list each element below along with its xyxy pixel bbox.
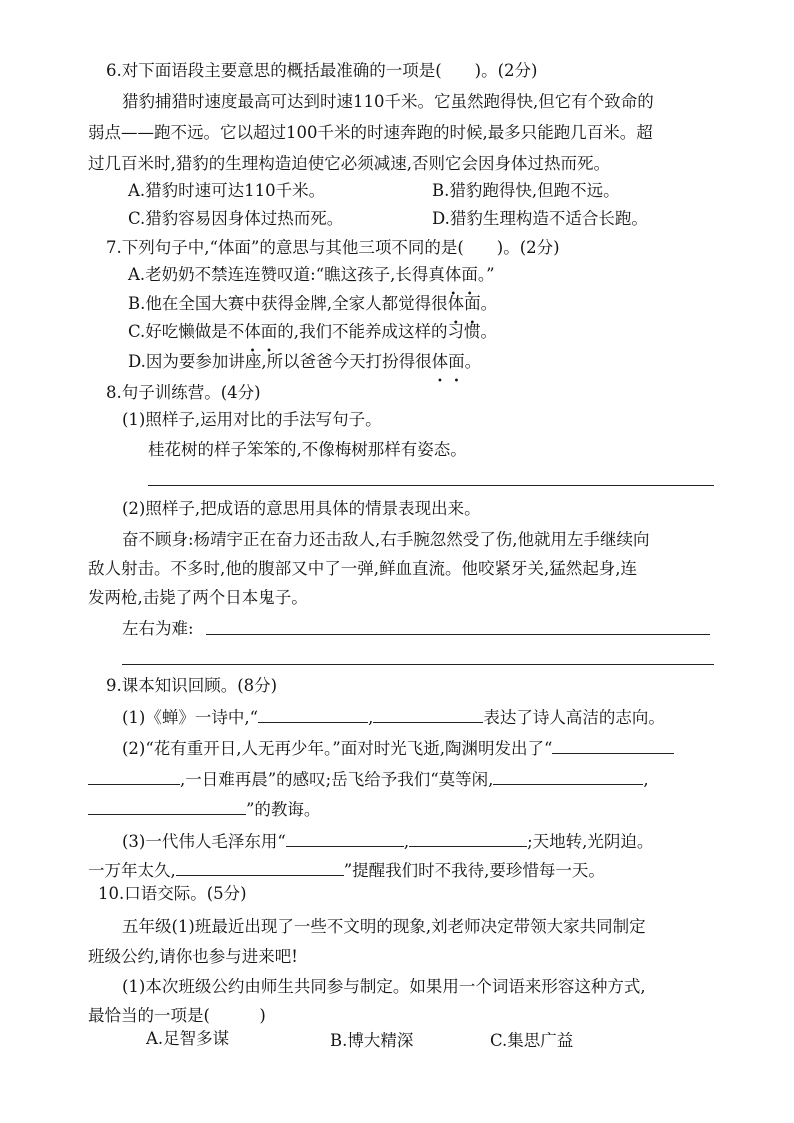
- q8-sub2: (2)照样子,把成语的意思用具体的情景表现出来。: [122, 499, 481, 518]
- q9-sub1-post: 表达了诗人高洁的志向。: [483, 708, 665, 727]
- q10-intro-line-1: 五年级(1)班最近出现了一些不文明的现象,刘老师决定带领大家共同制定: [122, 917, 646, 936]
- q7-option-b: [128, 292, 497, 316]
- q9-sub1-pre: (1)《蝉》一诗中,“: [122, 708, 259, 727]
- q6-passage-line-2: 弱点——跑不远。它以超过100千米的时速奔跑的时候,最多只能跑几百米。超: [88, 123, 653, 142]
- q6-passage-line-1: 猎豹捕猎时速度最高可达到时速110千米。它虽然跑得快,但它有个致命的: [122, 92, 654, 111]
- q10-sub1-line-2: 最恰当的一项是( ): [88, 1006, 266, 1025]
- fill-blank[interactable]: [88, 796, 246, 815]
- q10-option-b: B.博大精深: [330, 1031, 414, 1050]
- emphasis-char: 面: [464, 294, 481, 313]
- q6-option-c: C.猎豹容易因身体过热而死。: [128, 209, 344, 228]
- emphasis-char: 体: [447, 294, 465, 313]
- emphasis-char: 体: [244, 322, 261, 341]
- q8-sub1-answer-line[interactable]: [148, 485, 714, 486]
- q9-sub3-line-2: [88, 857, 605, 883]
- q7-option-b-post: 。: [480, 294, 498, 313]
- q9-sub3-post: ;天地转,光阴迫。: [527, 832, 654, 851]
- q7-option-d: [128, 350, 481, 374]
- q9-sub3-pre2: 一万年太久,: [88, 861, 176, 880]
- q7-title: 7.下列句子中,“体面”的意思与其他三项不同的是( )。(2分): [106, 238, 560, 257]
- fill-blank[interactable]: [258, 704, 368, 723]
- q8-sub2-example-line-2: 敌人射击。不多时,他的腹部又中了一弹,鲜血直流。他咬紧牙关,猛然起身,连: [88, 559, 637, 578]
- q7-option-d-pre: D.因为要参加讲座,所以爸爸今天打扮得很: [128, 352, 432, 371]
- q9-sub1: [122, 704, 665, 730]
- q9-sub1-sep: ,: [368, 708, 374, 727]
- q8-sub1-example: 桂花树的样子笨笨的,不像梅树那样有姿态。: [148, 440, 467, 459]
- q6-option-a: A.猎豹时速可达110千米。: [128, 181, 326, 200]
- emphasis-char: 面: [260, 322, 278, 341]
- fill-blank[interactable]: [373, 704, 483, 723]
- fill-blank[interactable]: [88, 766, 180, 785]
- emphasis-char: 体: [444, 265, 462, 284]
- q8-sub2-example-line-3: 发两枪,击毙了两个日本鬼子。: [88, 588, 308, 607]
- q8-sub2-answer-line-1[interactable]: [206, 634, 710, 635]
- q9-sub3-pre: (3)一代伟人毛泽东用“: [122, 832, 286, 851]
- q10-option-a: A.足智多谋: [146, 1029, 230, 1048]
- q10-intro-line-2: 班级公约,请你也参与进来吧!: [88, 947, 298, 966]
- q8-sub1: (1)照样子,运用对比的手法写句子。: [122, 410, 382, 429]
- q8-sub2-prompt: 左右为难:: [122, 619, 194, 638]
- q9-sub2-line-2: [88, 766, 649, 792]
- fill-blank[interactable]: [493, 766, 643, 785]
- q7-option-a: [128, 263, 495, 287]
- q9-sub2-post: ”的教诲。: [246, 800, 321, 819]
- q10-sub1-line-1: (1)本次班级公约由师生共同参与制定。如果用一个词语来形容这种方式,: [122, 977, 646, 996]
- q8-sub2-answer-line-2[interactable]: [122, 664, 714, 665]
- q9-sub2-pre: (2)“花有重开日,人无再少年。”面对时光飞逝,陶渊明发出了“: [122, 739, 553, 758]
- q9-sub2-mid: ,一日难再晨”的感叹;岳飞给予我们“莫等闲,: [180, 770, 494, 789]
- q6-title: 6.对下面语段主要意思的概括最准确的一项是( )。(2分): [106, 61, 538, 80]
- q10-option-c: C.集思广益: [490, 1031, 574, 1050]
- q7-option-c-pre: C.好吃懒做是不: [128, 322, 245, 341]
- q10-title: 10.口语交际。(5分): [98, 884, 247, 903]
- q8-title: 8.句子训练营。(4分): [106, 383, 261, 402]
- q9-sub3-line-1: [122, 828, 653, 854]
- q8-sub2-example-line-1: 奋不顾身:杨靖宇正在奋力还击敌人,右手腕忽然受了伤,他就用左手继续向: [122, 530, 650, 549]
- q9-sub2-sep: ,: [643, 770, 649, 789]
- q9-title: 9.课本知识回顾。(8分): [106, 676, 278, 695]
- q9-sub2-line-1: [122, 735, 674, 761]
- q7-option-b-pre: B.他在全国大赛中获得金牌,全家人都觉得很: [128, 294, 448, 313]
- q6-option-d: D.猎豹生理构造不适合长跑。: [432, 209, 648, 228]
- q9-sub2-line-3: [88, 796, 320, 822]
- fill-blank[interactable]: [176, 857, 344, 876]
- q7-option-a-post: 。”: [477, 265, 495, 284]
- q9-sub3-post2: ”提醒我们时不我待,要珍惜每一天。: [343, 861, 605, 880]
- emphasis-char: 面: [461, 265, 478, 284]
- q7-option-a-pre: A.老奶奶不禁连连赞叹道:“瞧这孩子,长得真: [128, 265, 445, 284]
- q6-passage-line-3: 过几百米时,猎豹的生理构造迫使它必须减速,否则它会因身体过热而死。: [88, 154, 610, 173]
- fill-blank[interactable]: [409, 828, 527, 847]
- q9-sub3-sep: ,: [403, 832, 410, 851]
- q7-option-c: [128, 320, 497, 344]
- emphasis-char: 体: [431, 352, 449, 371]
- fill-blank[interactable]: [286, 828, 404, 847]
- q6-option-b: B.猎豹跑得快,但跑不远。: [432, 181, 620, 200]
- emphasis-char: 面: [448, 352, 465, 371]
- q7-option-c-post: 的,我们不能养成这样的习惯。: [277, 322, 498, 341]
- q7-option-d-post: 。: [464, 352, 482, 371]
- fill-blank[interactable]: [552, 735, 674, 754]
